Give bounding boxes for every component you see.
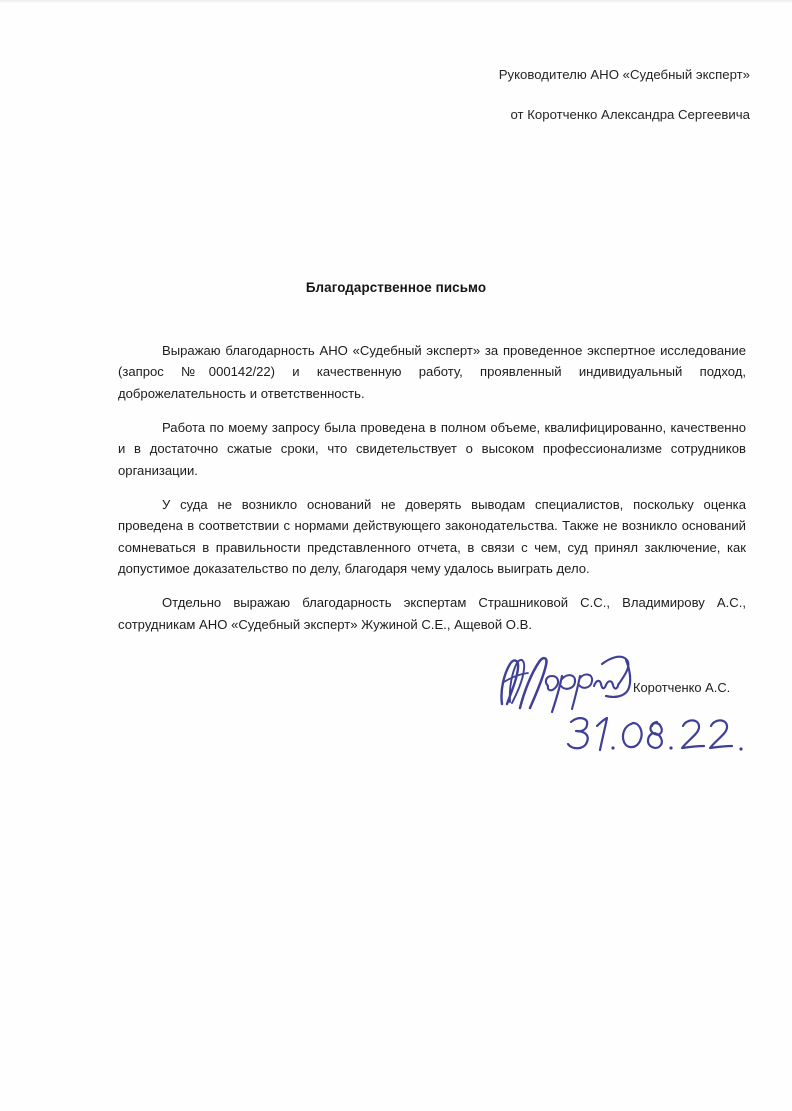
body-paragraph: Отдельно выражаю благодарность экспертам Страшниковой С.С., Владимирову А.С., сотрудникам АНО «Судебный эксперт» Жужиной С.Е., Ащевой О.В.	[118, 595, 746, 632]
addressee-sender: от Коротченко Александра Сергеевича	[510, 106, 750, 122]
signature-name-label: Коротченко А.С.	[633, 680, 731, 695]
addressee-recipient: Руководителю АНО «Судебный эксперт»	[498, 67, 750, 82]
scan-edge-shading	[0, 0, 792, 3]
body-paragraph: У суда не возникло оснований не доверять выводам специалистов, поскольку оценка проведена в соответствии с нормами действующего законодательства. Также не возникло оснований сомневаться в правильности представленного отчета, в связи с чем, суд принял заключение, как допустимое доказательство по делу, благодаря чему удалось выиграть дело.	[118, 496, 746, 576]
document-body	[118, 340, 746, 635]
handwritten-date-icon	[565, 712, 755, 758]
handwritten-date	[565, 712, 755, 758]
handwritten-signature-icon	[490, 652, 650, 714]
body-paragraph: Выражаю благодарность АНО «Судебный эксперт» за проведенное экспертное исследование (запрос №000142/22) и качественную работу, проявленный индивидуальный подход, доброжелательность и ответственность.	[118, 343, 746, 401]
body-paragraph: Работа по моему запросу была проведена в полном объеме, квалифицированно, качественно и в достаточно сжатые сроки, что свидетельствует о высоком профессионализме сотрудников организации.	[118, 419, 746, 478]
page-title: Благодарственное письмо	[305, 280, 487, 295]
addressee-block	[400, 66, 750, 124]
signature-block	[490, 652, 780, 762]
